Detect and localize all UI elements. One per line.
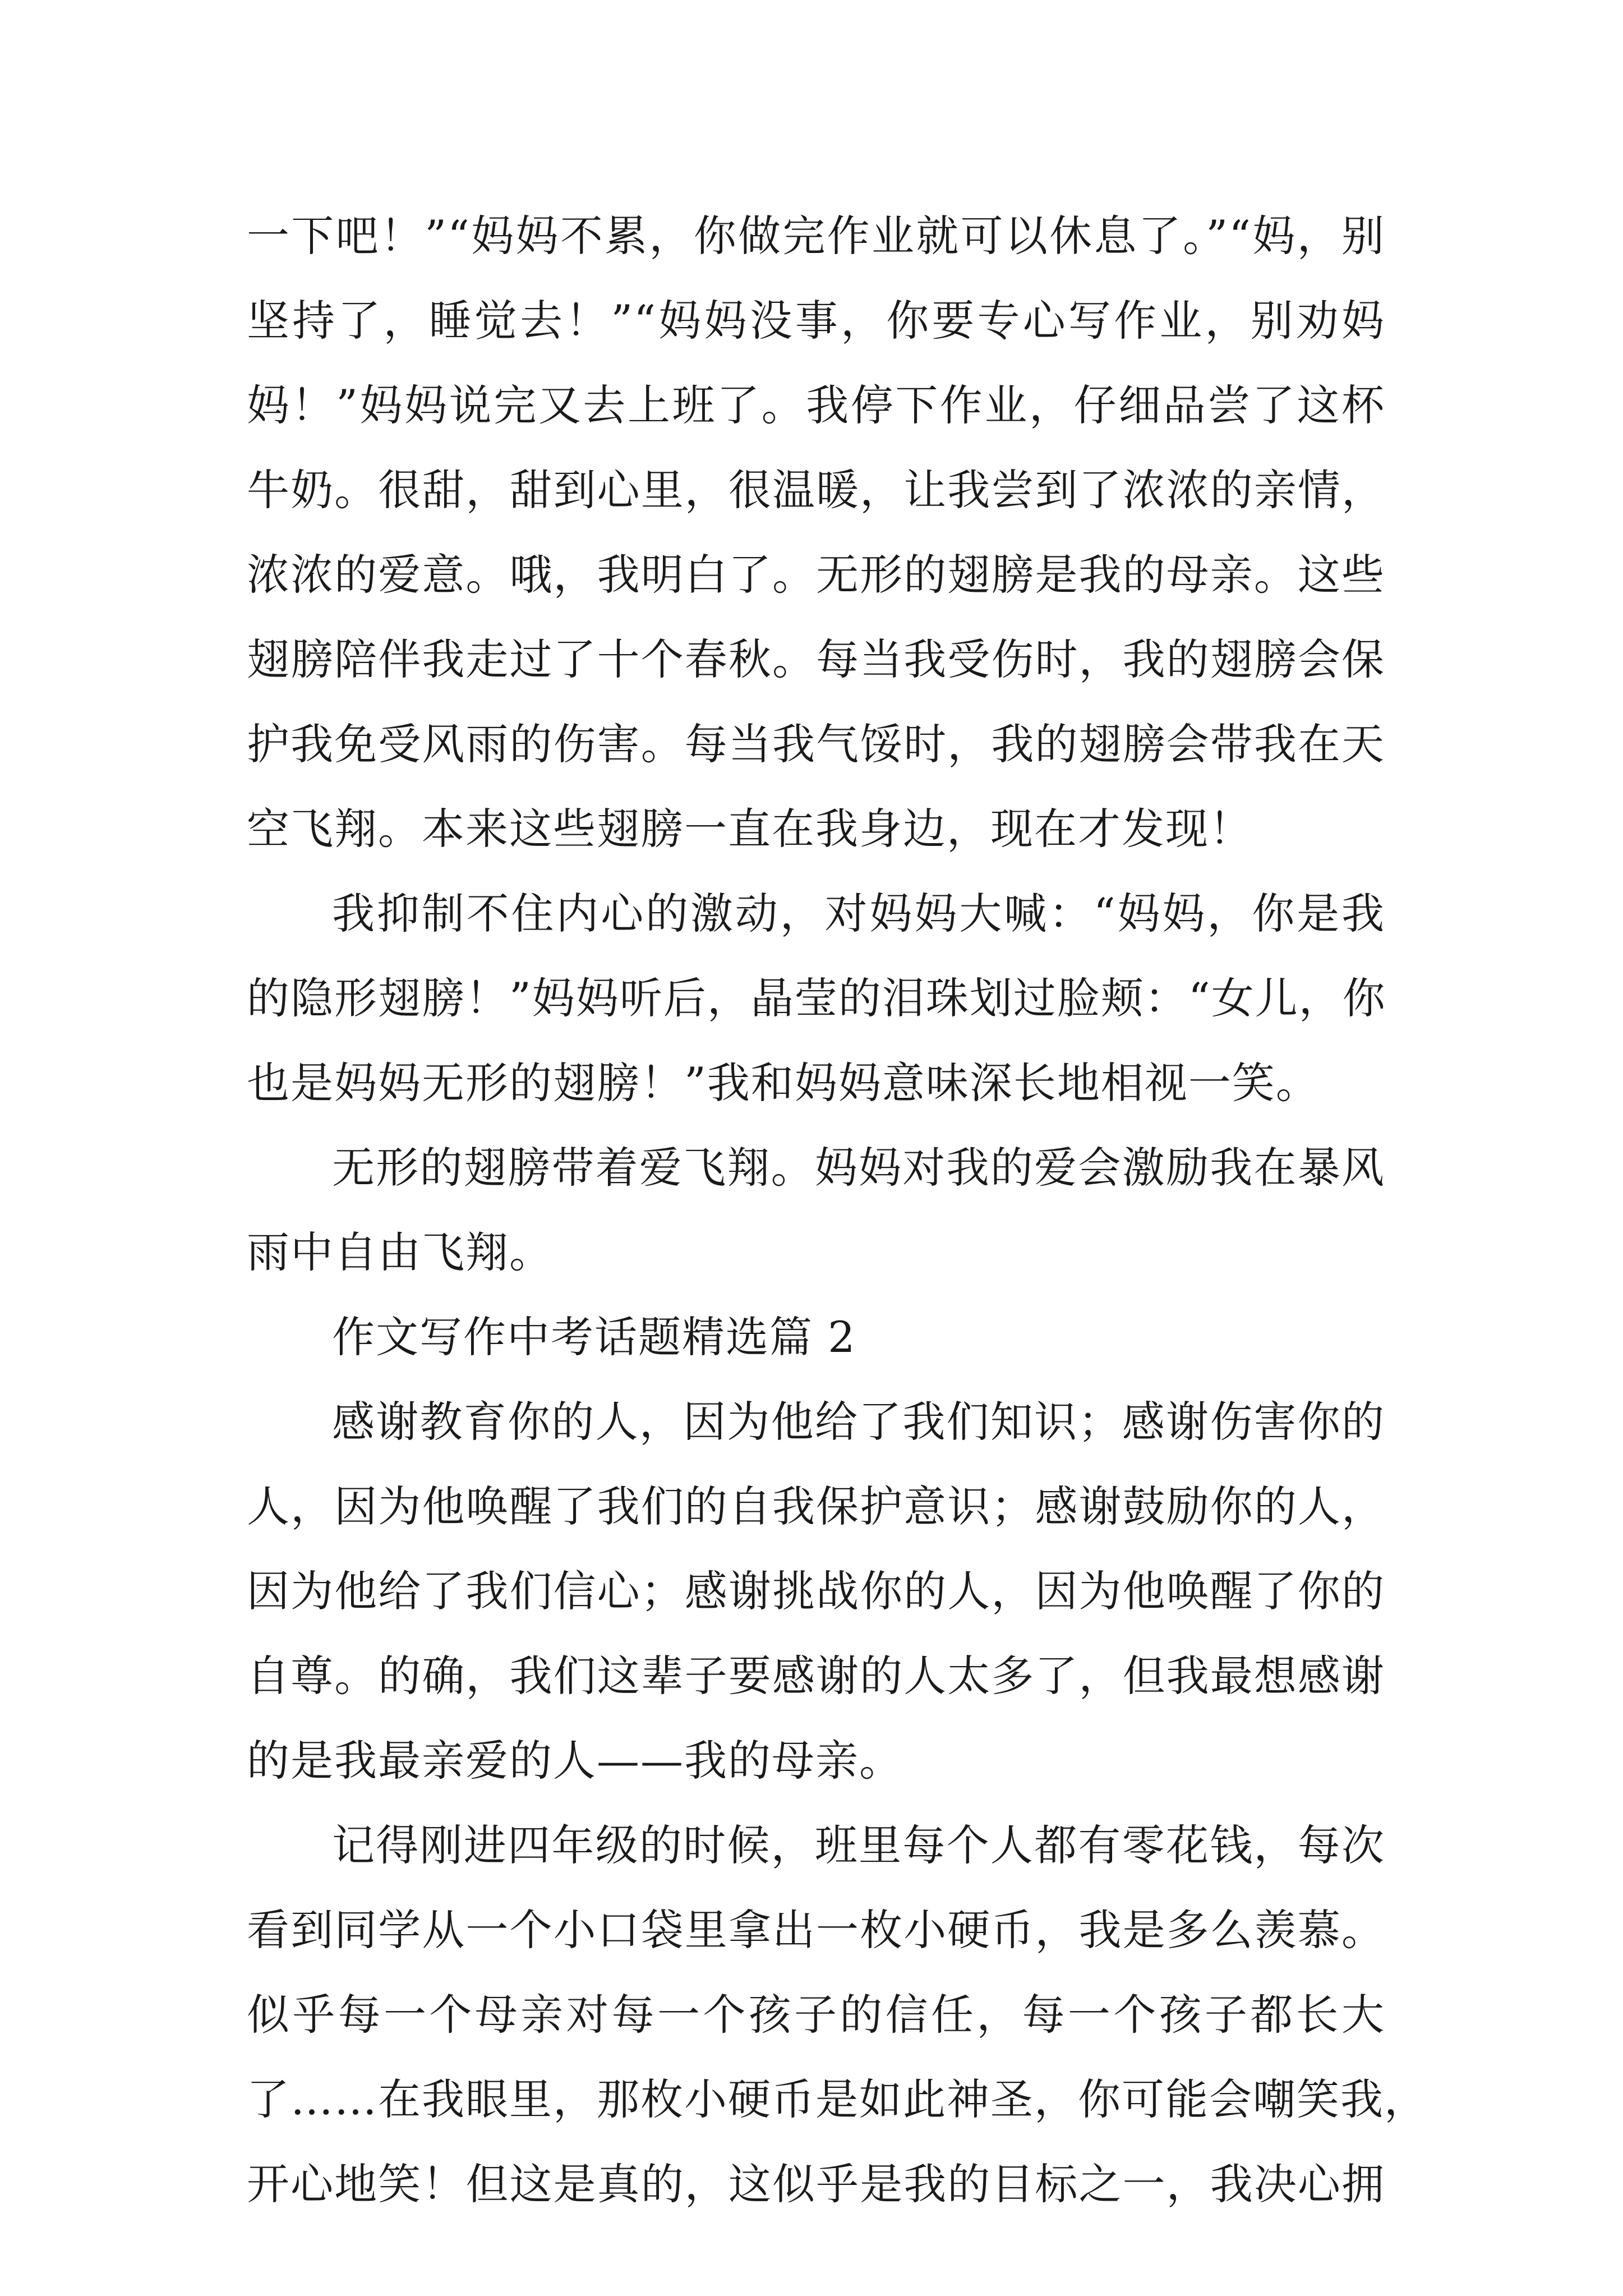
text-line: 牛奶。很甜，甜到心里，很温暖，让我尝到了浓浓的亲情，	[247, 465, 1385, 515]
text-line: 感谢教育你的人，因为他给了我们知识；感谢伤害你的	[332, 1397, 1385, 1447]
text-line: 自尊。的确，我们这辈子要感谢的人太多了，但我最想感谢	[247, 1651, 1385, 1701]
section-heading: 作文写作中考话题精选篇 2	[332, 1312, 856, 1362]
paragraph	[247, 1379, 1385, 1803]
text-line: 护我免受风雨的伤害。每当我气馁时，我的翅膀会带我在天	[247, 719, 1385, 769]
paragraph	[247, 194, 1385, 871]
text-line: 妈！”妈妈说完又去上班了。我停下作业，仔细品尝了这杯	[247, 380, 1385, 430]
text-line: 也是妈妈无形的翅膀！”我和妈妈意味深长地相视一笑。	[247, 1058, 1320, 1108]
paragraph	[247, 871, 1385, 1125]
text-line: 我抑制不住内心的激动，对妈妈大喊：“妈妈，你是我	[332, 889, 1385, 938]
text-line: 了……在我眼里，那枚小硬币是如此神圣，你可能会嘲笑我，	[247, 2074, 1428, 2124]
article-body	[247, 194, 1428, 2226]
text-line: 翅膀陪伴我走过了十个春秋。每当我受伤时，我的翅膀会保	[247, 634, 1385, 684]
paragraph	[247, 1125, 1385, 1295]
text-line: 无形的翅膀带着爱飞翔。妈妈对我的爱会激励我在暴风	[332, 1143, 1385, 1193]
text-line: 开心地笑！但这是真的，这似乎是我的目标之一，我决心拥	[247, 2159, 1385, 2209]
text-line: 人，因为他唤醒了我们的自我保护意识；感谢鼓励你的人，	[247, 1481, 1385, 1531]
text-line: 记得刚进四年级的时候，班里每个人都有零花钱，每次	[332, 1820, 1385, 1870]
text-line: 的是我最亲爱的人——我的母亲。	[247, 1736, 903, 1786]
text-line: 浓浓的爱意。哦，我明白了。无形的翅膀是我的母亲。这些	[247, 550, 1385, 600]
text-line: 因为他给了我们信心；感谢挑战你的人，因为他唤醒了你的	[247, 1566, 1385, 1616]
text-line: 坚持了，睡觉去！”“妈妈没事，你要专心写作业，别劝妈	[247, 296, 1385, 346]
text-line: 看到同学从一个小口袋里拿出一枚小硬币，我是多么羡慕。	[247, 1905, 1385, 1955]
text-line: 雨中自由飞翔。	[247, 1227, 553, 1277]
text-line: 一下吧！”“妈妈不累，你做完作业就可以休息了。”“妈，别	[247, 211, 1385, 261]
paragraph	[247, 1803, 1428, 2226]
text-line: 似乎每一个母亲对每一个孩子的信任，每一个孩子都长大	[247, 1990, 1385, 2040]
text-line: 的隐形翅膀！”妈妈听后，晶莹的泪珠划过脸颊：“女儿，你	[247, 973, 1386, 1023]
text-line: 空飞翔。本来这些翅膀一直在我身边，现在才发现！	[247, 804, 1253, 854]
